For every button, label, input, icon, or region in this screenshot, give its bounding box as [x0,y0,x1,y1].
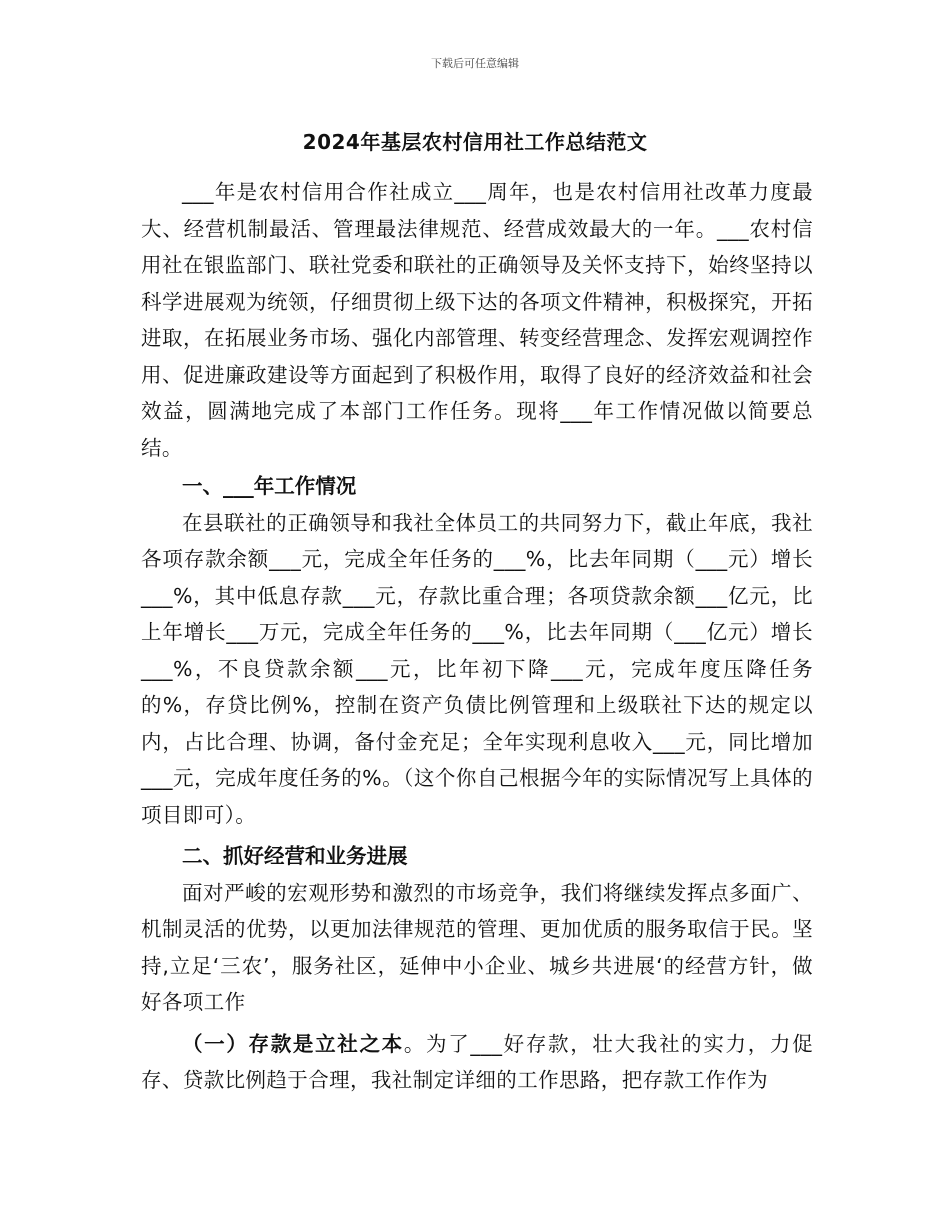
page-header-note: 下载后可任意编辑 [431,57,519,70]
intro-paragraph: ___年是农村信用合作社成立___周年，也是农村信用社改革力度最大、经营机制最活、管理最法律规范、经营成效最大的一年。___农村信用社在银监部门、联社党委和联社的正确领导及关怀支持下，始终坚持以科学进展观为统领，仔细贯彻上级下达的各项文件精神，积极探究，开拓进取，在拓展业务市场、强化内部管理、转变经营理念、发挥宏观调控作用、促进廉政建设等方面起到了积极作用，取得了良好的经济效益和社会效益，圆满地完成了本部门工作任务。现将___年工作情况做以简要总结。 [141,180,813,460]
section-2-heading: 二、抓好经营和业务进展 [182,844,408,868]
section-1-heading: 一、___年工作情况 [182,474,357,498]
section-1-paragraph: 在县联社的正确领导和我社全体员工的共同努力下，截止年底，我社各项存款余额___元，完成全年任务的___%，比去年同期（___元）增长___%，其中低息存款___元，存款比重合理；各项贷款余额___亿元，比上年增长___万元，完成全年任务的___%，比去年同期（___亿元）增长___%，不良贷款余额___元，比年初下降___元，完成年度压降任务的%，存贷比例%，控制在资产负债比例管理和上级联社下达的规定以内，占比合理、协调，备付金充足；全年实现利息收入___元，同比增加___元，完成年度任务的%。（这个你自己根据今年的实际情况写上具体的项目即可）。 [141,510,813,827]
subsection-1-lead: （一）存款是立社之本 [182,1031,404,1056]
section-2-paragraph: 面对严峻的宏观形势和激烈的市场竞争，我们将继续发挥点多面广、机制灵活的优势，以更加法律规范的管理、更加优质的服务取信于民。坚持,立足‘三农’，服务社区，延伸中小企业、城乡共进展‘的经营方针，做好各项工作 [141,880,813,1014]
subsection-1-paragraph [141,1026,813,1099]
subsection-1-text: 。为了___好存款，壮大我社的实力，力促存、贷款比例趋于合理，我社制定详细的工作思路，把存款工作作为 [141,1031,814,1092]
document-body [141,174,813,1099]
document-title: 2024年基层农村信用社工作总结范文 [302,130,648,154]
